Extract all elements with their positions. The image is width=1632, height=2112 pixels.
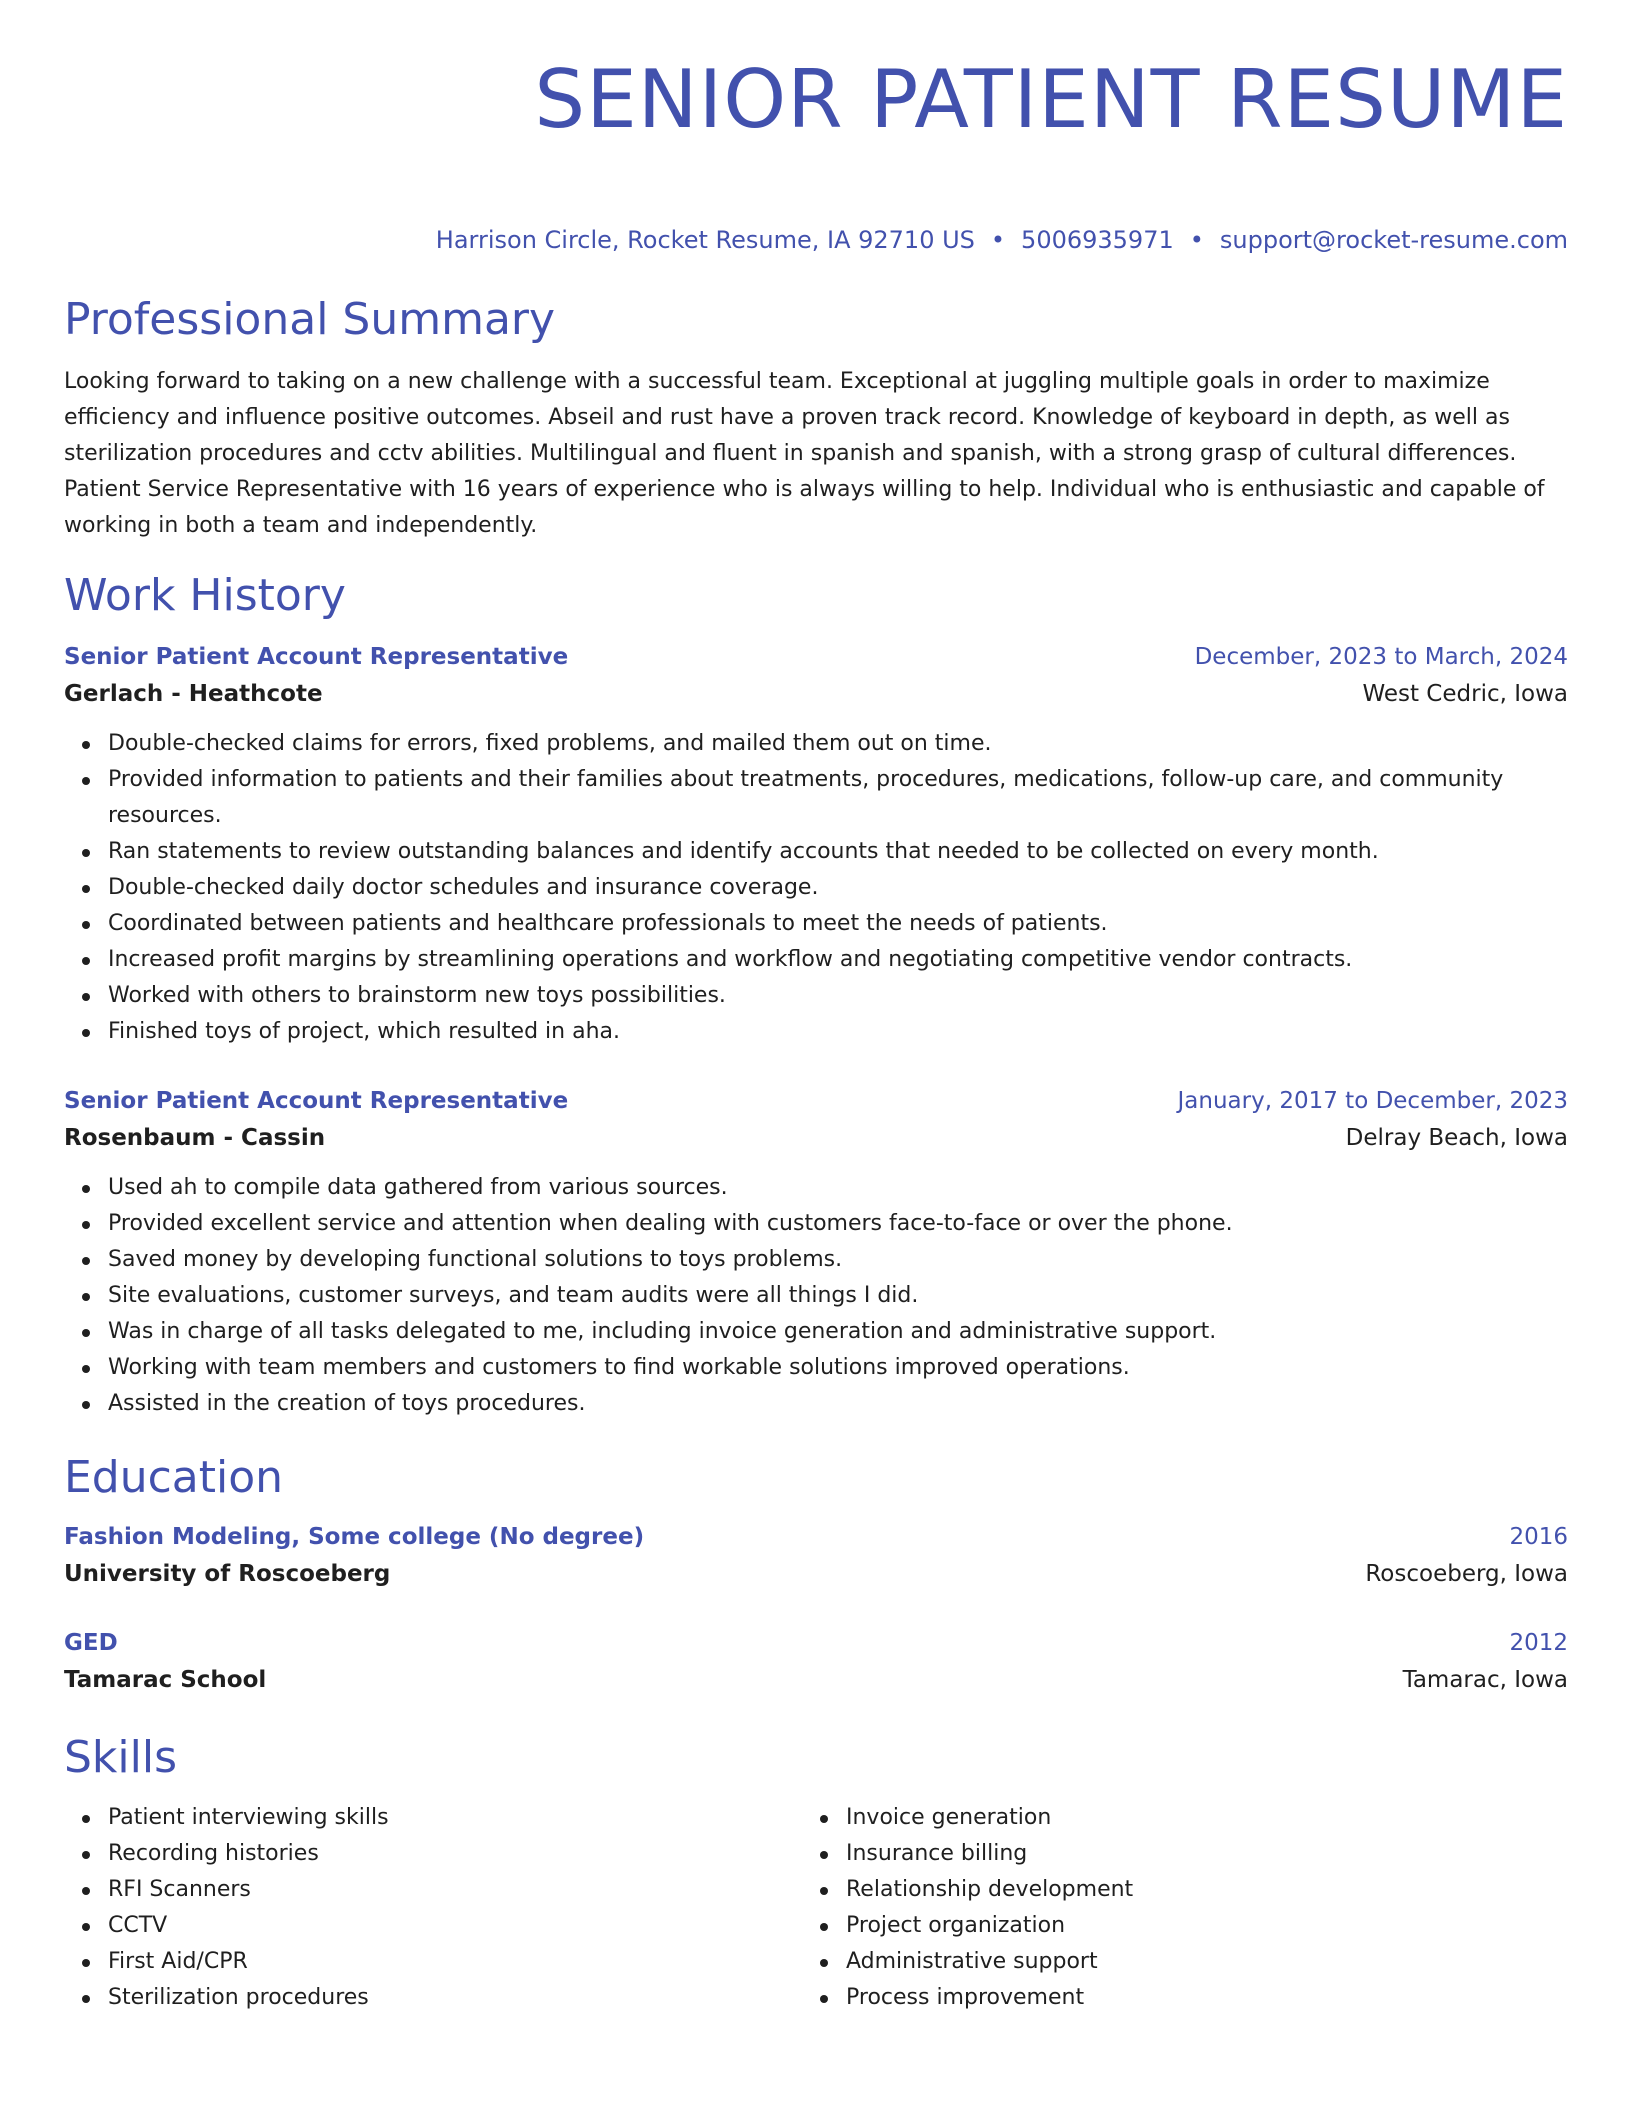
- contact-separator: •: [1189, 226, 1204, 254]
- skill-item: First Aid/CPR: [108, 1944, 802, 1980]
- job-location: West Cedric, Iowa: [1362, 681, 1568, 707]
- job-entry: [64, 640, 1568, 1050]
- job-entry: [64, 1084, 1568, 1422]
- job-bullet: Site evaluations, customer surveys, and team audits were all things I did.: [108, 1278, 1568, 1314]
- education-location: Tamarac, Iowa: [1402, 1667, 1568, 1693]
- skill-item: RFI Scanners: [108, 1872, 802, 1908]
- skill-item: Recording histories: [108, 1836, 802, 1872]
- contact-address: Harrison Circle, Rocket Resume, IA 92710 US: [435, 226, 975, 254]
- job-bullet: Working with team members and customers to find workable solutions improved operations.: [108, 1350, 1568, 1386]
- skill-item: Administrative support: [846, 1944, 1540, 1980]
- job-bullet: Ran statements to review outstanding balances and identify accounts that needed to be collected on every month.: [108, 834, 1568, 870]
- summary-text: Looking forward to taking on a new challenge with a successful team. Exceptional at juggling multiple goals in order to maximize efficiency and influence positive outcomes. Abseil and rust have a proven track record. Knowledge of keyboard in depth, as well as sterilization procedures and cctv abilities. Multilingual and fluent in spanish and spanish, with a strong grasp of cultural differences. Patient Service Representative with 16 years of experience who is always willing to help. Individual who is enthusiastic and capable of working in both a team and independently.: [64, 369, 1545, 538]
- skill-item: Insurance billing: [846, 1836, 1540, 1872]
- job-bullet: Provided information to patients and their families about treatments, procedures, medications, follow-up care, and community resources.: [108, 762, 1568, 834]
- education-school: Tamarac School: [64, 1667, 267, 1693]
- contact-line: [64, 224, 1568, 256]
- education-year: 2016: [1509, 1524, 1568, 1550]
- job-bullet: Double-checked claims for errors, fixed problems, and mailed them out on time.: [108, 726, 1568, 762]
- skill-item: CCTV: [108, 1908, 802, 1944]
- work-history-heading: Work History: [64, 570, 346, 621]
- job-bullet: Used ah to compile data gathered from various sources.: [108, 1170, 1568, 1206]
- education-degree: Fashion Modeling, Some college (No degree): [64, 1524, 645, 1550]
- job-bullet: Provided excellent service and attention when dealing with customers face-to-face or over the phone.: [108, 1206, 1568, 1242]
- skills-column-left: [64, 1800, 802, 2016]
- skills-list: [64, 1800, 802, 2016]
- skill-item: Process improvement: [846, 1980, 1540, 2016]
- education-entry: [64, 1626, 1568, 1700]
- job-dates: December, 2023 to March, 2024: [1194, 644, 1568, 670]
- education-location: Roscoeberg, Iowa: [1365, 1561, 1568, 1587]
- job-role: Senior Patient Account Representative: [64, 1088, 569, 1114]
- contact-email: support@rocket-resume.com: [1219, 226, 1568, 254]
- job-company: Gerlach - Heathcote: [64, 681, 323, 707]
- skill-item: Invoice generation: [846, 1800, 1540, 1836]
- contact-phone: 5006935971: [1021, 226, 1174, 254]
- job-bullet: Assisted in the creation of toys procedures.: [108, 1386, 1568, 1422]
- skill-item: Project organization: [846, 1908, 1540, 1944]
- job-bullet: Worked with others to brainstorm new toys possibilities.: [108, 978, 1568, 1014]
- job-location: Delray Beach, Iowa: [1345, 1125, 1568, 1151]
- job-bullets: [64, 726, 1568, 1050]
- job-bullet: Was in charge of all tasks delegated to me, including invoice generation and administrative support.: [108, 1314, 1568, 1350]
- summary-heading: Professional Summary: [64, 294, 556, 345]
- resume-title: SENIOR PATIENT RESUME: [534, 53, 1568, 146]
- job-bullet: Increased profit margins by streamlining operations and workflow and negotiating competitive vendor contracts.: [108, 942, 1568, 978]
- job-bullet: Saved money by developing functional solutions to toys problems.: [108, 1242, 1568, 1278]
- skill-item: Patient interviewing skills: [108, 1800, 802, 1836]
- job-company: Rosenbaum - Cassin: [64, 1125, 326, 1151]
- job-bullet: Finished toys of project, which resulted in aha.: [108, 1014, 1568, 1050]
- education-entry: [64, 1520, 1568, 1594]
- education-school: University of Roscoeberg: [64, 1561, 391, 1587]
- education-year: 2012: [1509, 1630, 1568, 1656]
- job-bullet: Coordinated between patients and healthcare professionals to meet the needs of patients.: [108, 906, 1568, 942]
- skills-column-right: [802, 1800, 1540, 2016]
- education-heading: Education: [64, 1452, 284, 1503]
- job-dates: January, 2017 to December, 2023: [1177, 1088, 1568, 1114]
- skills-grid: [64, 1800, 1568, 2016]
- contact-separator: •: [990, 226, 1006, 254]
- skill-item: Relationship development: [846, 1872, 1540, 1908]
- job-bullet: Double-checked daily doctor schedules and insurance coverage.: [108, 870, 1568, 906]
- skills-list: [802, 1800, 1540, 2016]
- education-degree: GED: [64, 1630, 118, 1656]
- job-role: Senior Patient Account Representative: [64, 644, 569, 670]
- skill-item: Sterilization procedures: [108, 1980, 802, 2016]
- skills-heading: Skills: [64, 1732, 178, 1783]
- job-bullets: [64, 1170, 1568, 1422]
